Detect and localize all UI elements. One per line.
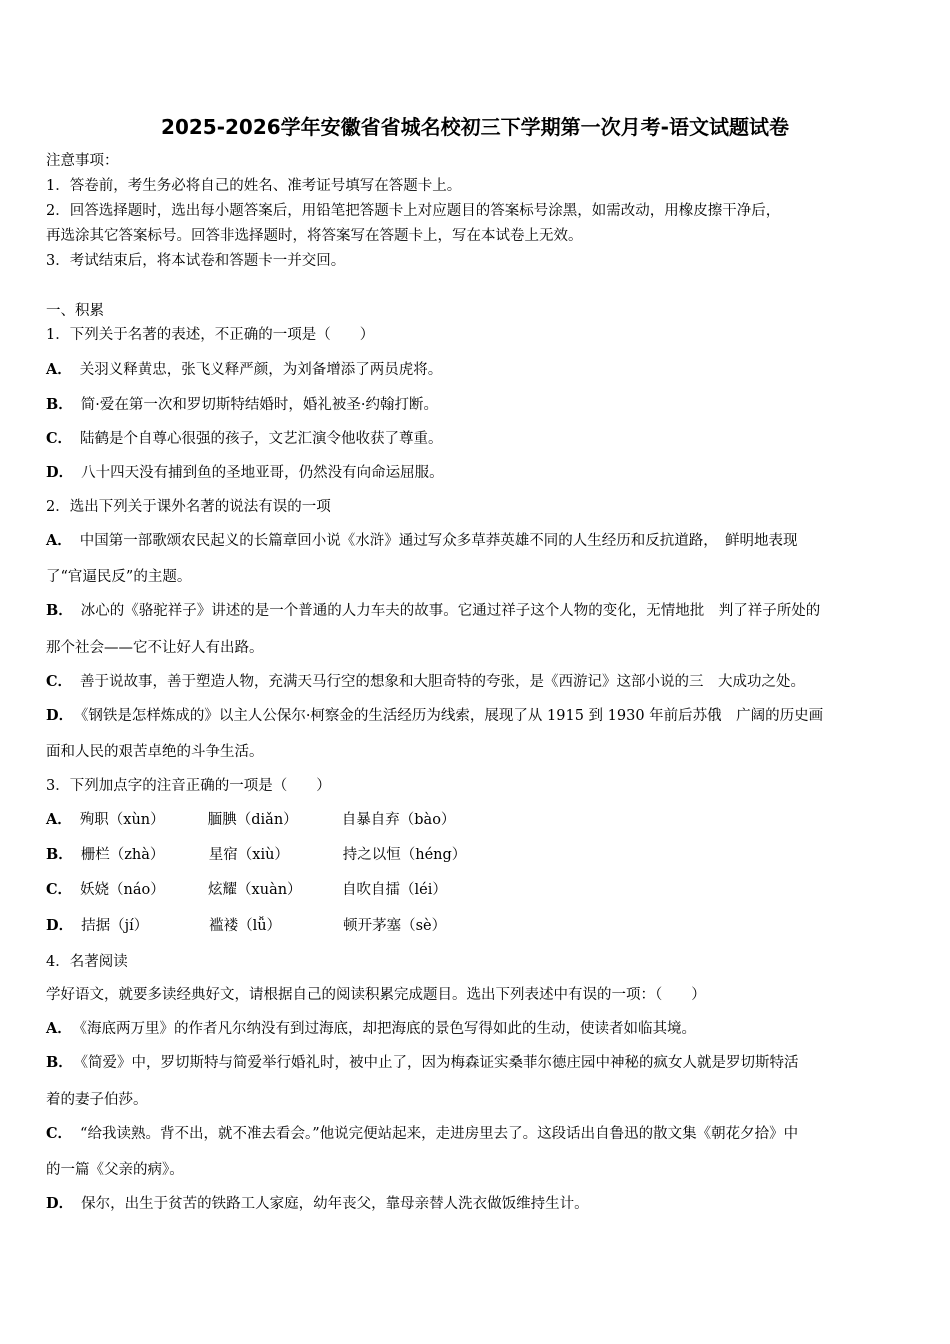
q1-option-d [46, 463, 908, 483]
question-stem: 名著阅读 [69, 954, 128, 970]
question-1 [46, 325, 908, 345]
option-letter: B． [46, 602, 73, 619]
q2-option-a [46, 531, 908, 551]
notice-item-2: 2．回答选择题时，选出每小题答案后，用铅笔把答题卡上对应题目的答案标号涂黑，如需改动，用橡皮擦干净后， [46, 203, 781, 219]
notice-item-3: 3．考试结束后，将本试卷和答题卡一并交回。 [46, 253, 346, 269]
option-item: 褴褛（lǚ） [209, 918, 282, 934]
option-letter: C． [46, 1125, 73, 1142]
question-stem: 选出下列关于课外名著的说法有误的一项 [69, 499, 331, 515]
question-number: 3． [46, 778, 70, 794]
q3-option-d [46, 916, 908, 936]
q3-option-c [46, 880, 908, 900]
option-item: 星宿（xiù） [208, 847, 289, 863]
option-letter: D． [46, 917, 74, 934]
q4-intro: 学好语文，就要多读经典好文，请根据自己的阅读积累完成题目。选出下列表述中有误的一项：（ ） [46, 987, 706, 1003]
question-stem: 下列加点字的注音正确的一项是（ ） [69, 778, 331, 794]
option-text: 善于说故事，善于塑造人物，充满天马行空的想象和大胆奇特的夸张，是《西游记》这部小说的三 大成功之处。 [80, 674, 806, 690]
notice-item-2-cont: 再选涂其它答案标号。回答非选择题时，将答案写在答题卡上，写在本试卷上无效。 [46, 228, 583, 244]
option-item: 自吹自擂（léi） [342, 882, 447, 898]
q2-option-b-cont: 那个社会——它不让好人有出路。 [46, 640, 264, 656]
q2-option-a-cont: 了“官逼民反”的主题。 [46, 569, 192, 585]
q4-option-b-cont: 着的妻子伯莎。 [46, 1092, 148, 1108]
page-title: 2025-2026学年安徽省省城名校初三下学期第一次月考-语文试题试卷 [161, 115, 789, 139]
question-4 [46, 952, 908, 972]
option-text: 八十四天没有捕到鱼的圣地亚哥，仍然没有向命运屈服。 [81, 465, 444, 481]
option-text: 保尔，出生于贫苦的铁路工人家庭，幼年丧父，靠母亲替人洗衣做饭维持生计。 [81, 1196, 589, 1212]
option-letter: A． [46, 1020, 72, 1037]
option-letter: B． [46, 1054, 73, 1071]
option-item: 拮据（jí） [81, 918, 149, 934]
question-number: 2． [46, 499, 70, 515]
q4-option-b [46, 1053, 908, 1073]
q1-option-a [46, 360, 908, 380]
option-letter: C． [46, 673, 73, 690]
q3-option-a [46, 810, 908, 830]
option-item: 栅栏（zhà） [80, 847, 165, 863]
option-letter: D． [46, 1195, 74, 1212]
notice-heading: 注意事项： [46, 153, 119, 169]
option-letter: D． [46, 707, 74, 724]
option-letter: C． [46, 881, 73, 898]
option-item: 腼腆（diǎn） [207, 812, 298, 828]
q2-option-c [46, 672, 908, 692]
option-item: 自暴自弃（bào） [341, 812, 456, 828]
option-letter: B． [46, 846, 73, 863]
option-text: 中国第一部歌颂农民起义的长篇章回小说《水浒》通过写众多草莽英雄不同的人生经历和反抗道路， 鲜明地表现 [79, 533, 798, 549]
option-text: 《钢铁是怎样炼成的》以主人公保尔·柯察金的生活经历为线索，展现了从 1915 到 1930 年前后苏俄 广阔的历史画 [81, 708, 824, 724]
q2-option-d-cont: 面和人民的艰苦卓绝的斗争生活。 [46, 744, 264, 760]
option-text: 简·爱在第一次和罗切斯特结婚时，婚礼被圣·约翰打断。 [80, 397, 438, 413]
option-text: 陆鹤是个自尊心很强的孩子，文艺汇演令他收获了尊重。 [80, 431, 443, 447]
option-letter: A． [46, 532, 72, 549]
option-letter: A． [46, 361, 72, 378]
section-heading: 一、积累 [46, 303, 104, 319]
option-item: 妖娆（náo） [80, 882, 165, 898]
q4-option-a [46, 1019, 908, 1039]
option-text: “给我读熟。背不出，就不准去看会。”他说完便站起来，走进房里去了。这段话出自鲁迅的散文集《朝花夕拾》中 [80, 1126, 799, 1142]
option-item: 炫耀（xuàn） [208, 882, 302, 898]
option-item: 殉职（xùn） [79, 812, 165, 828]
q1-option-b [46, 395, 908, 415]
option-text: 关羽义释黄忠，张飞义释严颜，为刘备增添了两员虎将。 [79, 362, 443, 378]
question-3 [46, 776, 908, 796]
question-stem: 下列关于名著的表述，不正确的一项是（ ） [69, 327, 375, 343]
option-text: 冰心的《骆驼祥子》讲述的是一个普通的人力车夫的故事。它通过祥子这个人物的变化，无情地批 判了祥子所处的 [80, 603, 821, 619]
q2-option-b [46, 601, 908, 621]
option-text: 《简爱》中，罗切斯特与简爱举行婚礼时，被中止了，因为梅森证实桑菲尔德庄园中神秘的疯女人就是罗切斯特活 [80, 1055, 799, 1071]
q4-option-d [46, 1194, 908, 1214]
option-item: 持之以恒（héng） [342, 847, 467, 863]
option-letter: A． [46, 811, 72, 828]
option-letter: D． [46, 464, 74, 481]
option-text: 《海底两万里》的作者凡尔纳没有到过海底，却把海底的景色写得如此的生动，使读者如临其境。 [79, 1021, 697, 1037]
q3-option-b [46, 845, 908, 865]
notice-item-1: 1．答卷前，考生务必将自己的姓名、准考证号填写在答题卡上。 [46, 178, 462, 194]
q2-option-d [46, 706, 908, 726]
option-letter: C． [46, 430, 73, 447]
question-number: 4． [46, 954, 70, 970]
q1-option-c [46, 429, 908, 449]
option-item: 顿开茅塞（sè） [343, 918, 447, 934]
q4-option-c-cont: 的一篇《父亲的病》。 [46, 1162, 184, 1178]
option-letter: B． [46, 396, 73, 413]
question-number: 1． [46, 327, 70, 343]
question-2 [46, 497, 908, 517]
q4-option-c [46, 1124, 908, 1144]
